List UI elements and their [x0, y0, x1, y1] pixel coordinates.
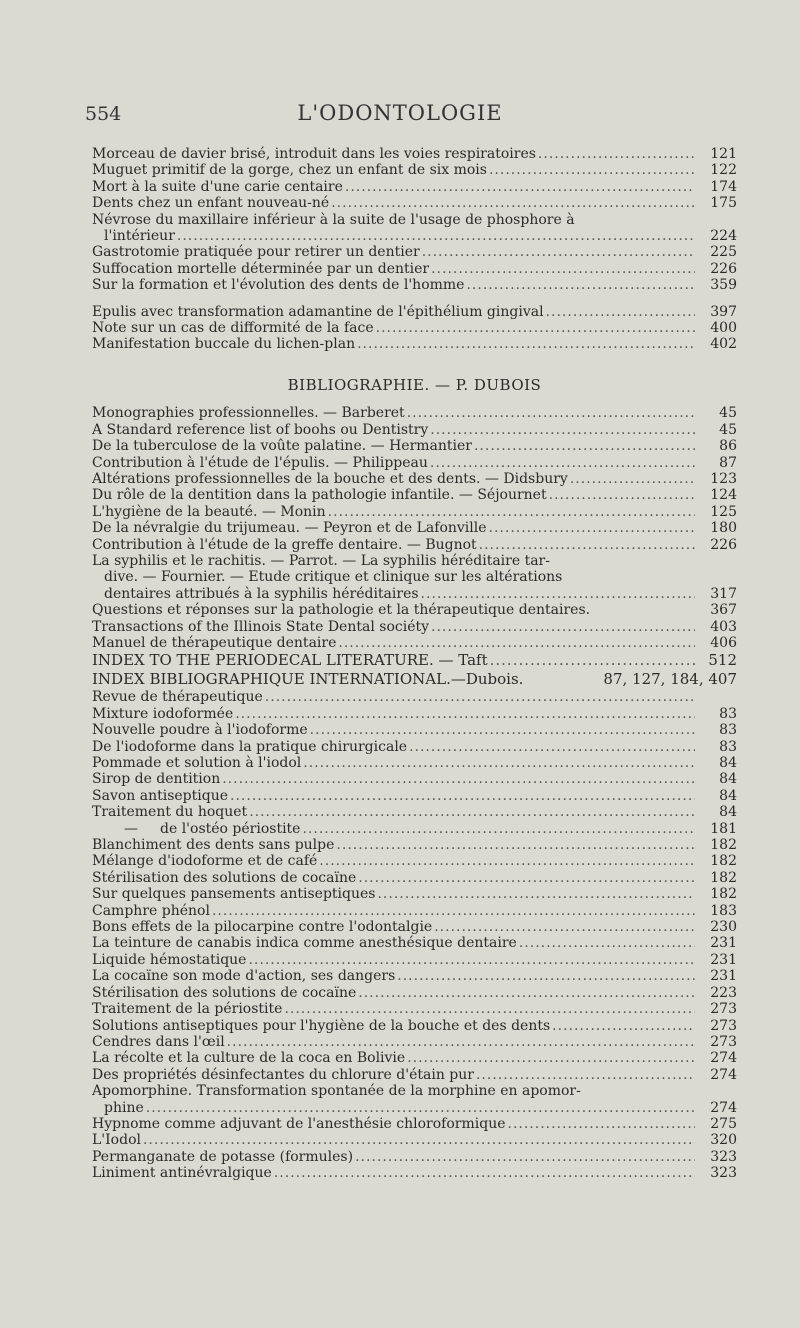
index-entry: Mixture iodoformée ..... 83	[92, 706, 737, 722]
index-entry: Hypnome comme adjuvant de l'anesthésie chloroformique ..... 275	[92, 1116, 737, 1132]
index-entry: La teinture de canabis indica comme anesthésique dentaire ..... 231	[92, 935, 737, 951]
index-entry: Note sur un cas de difformité de la face ..... 400	[92, 320, 737, 336]
index-entry-line: Apomorphine. Transformation spontanée de la morphine en apomor-	[92, 1083, 581, 1100]
bibliography-entry: A Standard reference list of boohs ou Dentistry ..... 45	[92, 422, 737, 438]
page-number: 554	[85, 103, 122, 125]
index-entry: La cocaïne son mode d'action, ses dangers ..... 231	[92, 968, 737, 984]
index-entry: Mort à la suite d'une carie centaire ..... 174	[92, 179, 737, 195]
bibliography-entry: De la névralgie du trijumeau. — Peyron et de Lafonville ..... 180	[92, 520, 737, 536]
index-entry: La récolte et la culture de la coca en Bolivie ..... 274	[92, 1050, 737, 1066]
index-entry: Blanchiment des dents sans pulpe ..... 182	[92, 837, 737, 853]
index-entry: Des propriétés désinfectantes du chlorure d'étain pur ..... 274	[92, 1067, 737, 1083]
index-entry: Traitement de la périostite ..... 273	[92, 1001, 737, 1017]
bibliography-entry: Monographies professionnelles. — Barberet ..... 45	[92, 405, 737, 421]
index-heading-entry: INDEX TO THE PERIODECAL LITERATURE. — Taft ..... 512	[92, 651, 737, 670]
index-entry: Gastrotomie pratiquée pour retirer un dentier ..... 225	[92, 244, 737, 260]
bibliography-entry: Contribution à l'étude de l'épulis. — Philippeau ..... 87	[92, 455, 737, 471]
index-entry: Bons effets de la pilocarpine contre l'odontalgie ..... 230	[92, 919, 737, 935]
bibliography-entry: De la tuberculose de la voûte palatine. — Hermantier ..... 86	[92, 438, 737, 454]
index-entry: L'Iodol ..... 320	[92, 1132, 737, 1148]
bibliography-entry: Du rôle de la dentition dans la pathologie infantile. — Séjournet ..... 124	[92, 487, 737, 503]
index-entry: De l'iodoforme dans la pratique chirurgicale ..... 83	[92, 739, 737, 755]
bibliography-entry: Questions et réponses sur la pathologie et la thérapeutique dentaires. 367	[92, 602, 737, 619]
index-entry-line: Névrose du maxillaire inférieur à la suite de l'usage de phosphore à	[92, 211, 575, 228]
index-entry: Muguet primitif de la gorge, chez un enfant de six mois ..... 122	[92, 162, 737, 178]
index-entry: phine ..... 274	[92, 1100, 737, 1116]
running-title: L'ODONTOLOGIE	[297, 101, 503, 125]
index-entry: Traitement du hoquet ..... 84	[92, 804, 737, 820]
bibliography-entry: L'hygiène de la beauté. — Monin ..... 125	[92, 504, 737, 520]
index-entry: Camphre phénol ..... 183	[92, 903, 737, 919]
index-entry: Suffocation mortelle déterminée par un dentier ..... 226	[92, 261, 737, 277]
index-entry: Stérilisation des solutions de cocaïne ..... 182	[92, 870, 737, 886]
index-entry: Dents chez un enfant nouveau-né ..... 175	[92, 195, 737, 211]
index-entry: Sur la formation et l'évolution des dents de l'homme ..... 359	[92, 277, 737, 293]
index-entry: Cendres dans l'œil ..... 273	[92, 1034, 737, 1050]
index-entry: Manifestation buccale du lichen-plan ..... 402	[92, 336, 737, 352]
bibliography-entry-line: dive. — Fournier. — Etude critique et clinique sur les altérations	[104, 569, 563, 586]
index-entry: Solutions antiseptiques pour l'hygiène de la bouche et des dents ..... 273	[92, 1018, 737, 1034]
section-title: BIBLIOGRAPHIE. — P. DUBOIS	[287, 375, 542, 394]
bibliography-entry: Contribution à l'étude de la greffe dentaire. — Bugnot ..... 226	[92, 537, 737, 553]
index-entry: Nouvelle poudre à l'iodoforme ..... 83	[92, 722, 737, 738]
index-body	[92, 146, 737, 1182]
index-entry: Sirop de dentition ..... 84	[92, 771, 737, 787]
bibliography-entry: Altérations professionnelles de la bouche et des dents. — Didsbury ..... 123	[92, 471, 737, 487]
index-entry: Liquide hémostatique ..... 231	[92, 952, 737, 968]
index-entry: Savon antiseptique ..... 84	[92, 788, 737, 804]
bibliography-entry-line: La syphilis et le rachitis. — Parrot. — La syphilis héréditaire tar-	[92, 552, 550, 569]
bibliography-entry: Transactions of the Illinois State Dental sociéty ..... 403	[92, 619, 737, 635]
index-entry: — de l'ostéo périostite ..... 181	[92, 821, 737, 837]
index-entry: Permanganate de potasse (formules) ..... 323	[92, 1149, 737, 1165]
subsection-entry: Revue de thérapeutique .....	[92, 689, 737, 705]
index-heading-entry: INDEX BIBLIOGRAPHIQUE INTERNATIONAL.—Dubois. 87, 127, 184, 407	[92, 670, 737, 689]
bibliography-entry: Manuel de thérapeutique dentaire ..... 406	[92, 635, 737, 651]
index-entry: Pommade et solution à l'iodol ..... 84	[92, 755, 737, 771]
index-entry: Stérilisation des solutions de cocaïne ..... 223	[92, 985, 737, 1001]
index-entry: Epulis avec transformation adamantine de l'épithélium gingival ..... 397	[92, 304, 737, 320]
bibliography-entry: dentaires attribués à la syphilis héréditaires ..... 317	[92, 586, 737, 602]
index-entry: Mélange d'iodoforme et de café ..... 182	[92, 853, 737, 869]
index-entry: Sur quelques pansements antiseptiques ..... 182	[92, 886, 737, 902]
index-entry: Morceau de davier brisé, introduit dans les voies respiratoires ..... 121	[92, 146, 737, 162]
index-entry: l'intérieur ..... 224	[92, 228, 737, 244]
index-entry: Liniment antinévralgique ..... 323	[92, 1165, 737, 1181]
